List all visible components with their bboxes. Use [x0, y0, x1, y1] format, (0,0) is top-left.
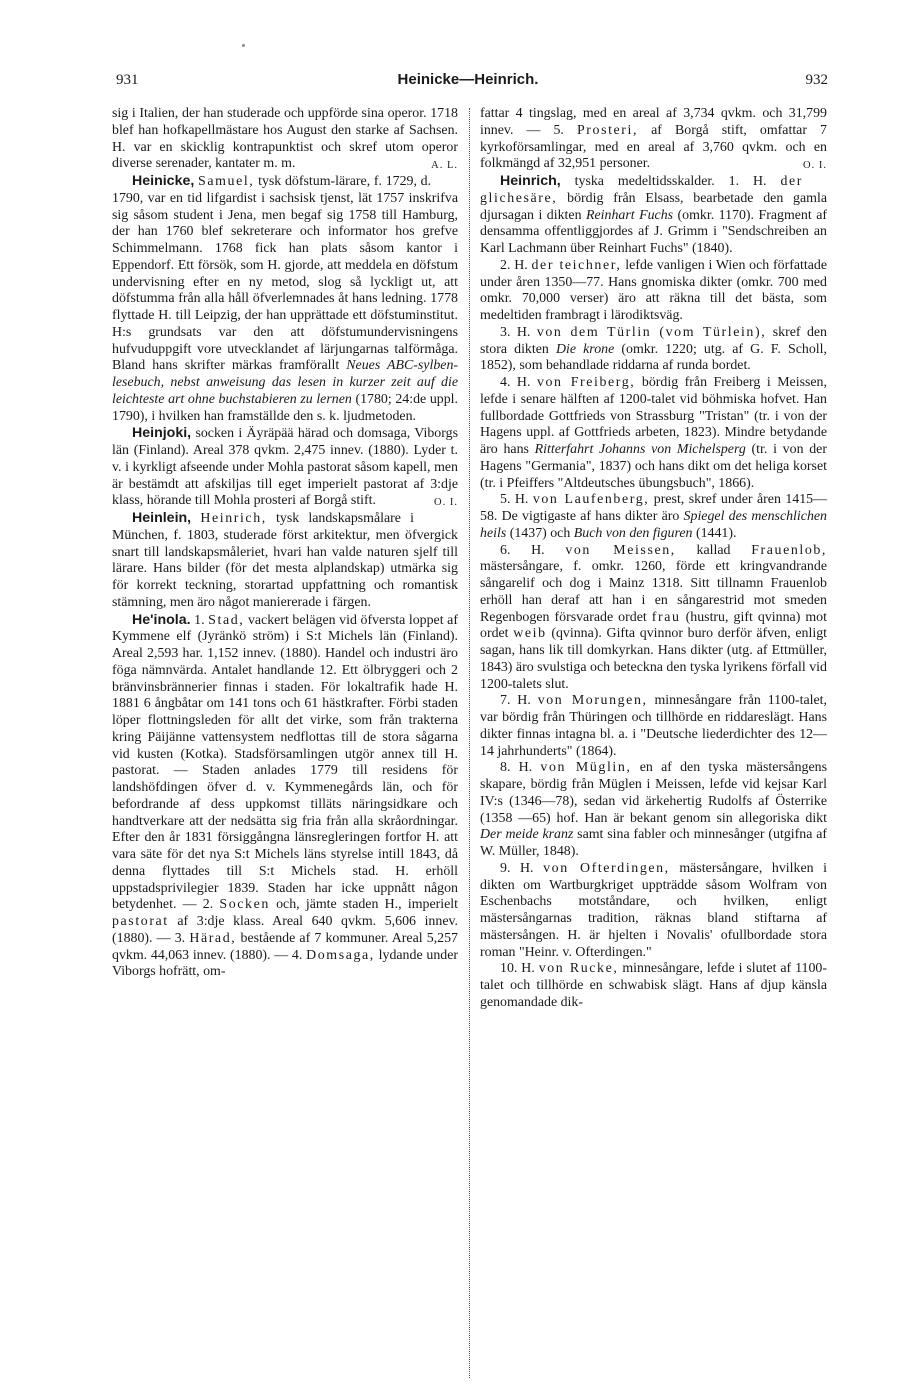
- entry-heinrich-3: 3. H. von dem Türlin (vom Türlein), skref den stora dikten Die krone (omkr. 1220; utg. af G. F. Scholl, 1852), som behandlade riddarna af runda bordet.: [480, 324, 827, 374]
- entry-continuation: sig i Italien, der han studerade och uppförde sina operor. 1718 blef han hofkapellmästare hos August den starke af Sachsen. H. var en skicklig kontrapunktist och skref utom operor diverse serenader, kantater m. m. A. L.: [112, 106, 458, 173]
- headword: Heinicke,: [132, 173, 195, 189]
- entry-heinicke: Heinicke, Samuel, tysk döfstum-lärare, f. 1729, d. 1790, var en tid lifgardist i sachsisk tjenst, lät 1757 inskrifva sig såsom student i Jena, men begaf sig 1758 till Hamburg, der han 1760 blef sekreterare och informator hos grefve Schimmelmann. 1768 fick han plats såsom kantor i Eppendorf. Ett försök, som H. gjorde, att meddela en döfstum undervisning efter en ny metod, slog så lyckligt ut, att döfstumma från alla håll öfverlemnades åt hans ledning. 1778 flyttade H. till Leipzig, der han upprättade ett döfstuminstitut. H:s grundsats var den att döfstumundervisningens hufvuduppgift vore utvecklandet af lärjungarnas talförmåga. Bland hans skrifter märkas framförallt Neues ABC-sylben-lesebuch, nebst anweisung das lesen in kurzer zeit auf die leichteste art ohne buchstabieren zu lernen (1780; 24:de uppl. 1790), i hvilken han framställde den s. k. ljudmetoden.: [112, 173, 459, 424]
- page-header: [108, 72, 828, 96]
- entry-heinrich-2: 2. H. der teichner, lefde vanligen i Wien och författade under åren 1350—77. Hans gnomiska dikter (omkr. 700 med omkr. 70,000 verser) äro att räkna till det bästa, som medeltiden frambragt i lärodiktsväg.: [480, 257, 828, 323]
- entry-heinjoki: Heinjoki, socken i Äyräpää härad och domsaga, Viborgs län (Finland). Areal 378 qvkm. 2,475 innev. (1880). Lyder t. v. i kyrkligt afseende under Mohla pastorat såsom kapell, men är bestämdt att afskiljas till eget imperielt pastorat af 3:dje klass, hörande till Mohla prosteri af Borgå stift. O. I.: [112, 425, 458, 510]
- entry-heinola: He'inola. 1. Stad, vackert belägen vid öfversta loppet af Kymmene elf (Jyränkö ström) i S:t Michels län (Finland). Areal 2,593 har. 1,152 innev. (1880). Handel och industri äro föga nämnvärda. Antalet handlande 12. Ett ölbryggeri och 2 bränvinsbrännerier finnas i staden. För lokaltrafik hade H. 1881 6 ångbåtar om 141 tons och 61 hästkrafter. Förbi staden löper flottningsleden för allt det virke, som från trakterna kring Päijänne vattensystem nedflottas till de stora sågarna vid kusten (Kotka). Stadsförsamlingen utgör annex till H. pastorat. — Staden anlades 1779 till residens för landshöfdingen öfver d. v. Kymmenegårds län, och för befordrande af dess uppkomst tilläts näringsidkare och handtverkare att der nedsätta sig fria från alla skråordningar. Efter den år 1831 försiggångna länsregleringen fortfor H. att vara säte för det nya S:t Michels läns styrelse intill 1843, då denna flyttades till S:t Michels stad. H. erhöll uppstadsprivilegier 1839. Staden har icke uppnått någon betydenhet. — 2. Socken och, jämte staden H., imperielt pastorat af 3:dje klass. Areal 640 qvkm. 5,606 innev. (1880). — 3. Härad, bestående af 7 kommuner. Areal 5,257 qvkm. 44,063 innev. (1880). — 4. Domsaga, lydande under Viborgs hofrätt, om-: [112, 611, 459, 980]
- entry-heinlein: Heinlein, Heinrich, tysk landskapsmålare i München, f. 1803, studerade först arkitektur, men öfvergick snart till landskapsmåleriet, hvari han valde naturen sjelf till lärare. Hans bilder (för det mesta alplandskap) utmärka sig för korrekt teckning, storartad uppfattning och romantisk stämning, men äro något maniererade i färgen.: [112, 510, 458, 610]
- entry-heinrich-7: 7. H. von Morungen, minnesångare från 1100-talet, var bördig från Thüringen och tillhörde en riddareslägt. Hans dikter finnas intagna bl. a. i "Deutsche liederdichter des 12—14 jahrhunderts" (1864).: [480, 693, 827, 759]
- headword: Heinlein,: [132, 510, 192, 526]
- left-column: [112, 106, 458, 981]
- headword: Heinjoki,: [132, 425, 192, 442]
- work-title: Buch von den figuren: [573, 525, 693, 541]
- author-signature: O. I.: [434, 497, 458, 509]
- work-title: Die krone: [555, 341, 615, 357]
- work-title: Spiegel des menschlichen heils: [480, 509, 827, 541]
- entry-continuation: fattar 4 tingslag, med en areal af 3,734 qvkm. och 31,799 innev. — 5. Prosteri, af Borgå stift, omfattar 7 kyrkoförsamlingar, med en areal af 3,760 qvkm. och en folkmängd af 32,951 personer. O. I.: [480, 106, 827, 173]
- page-number-left: 931: [116, 72, 139, 88]
- entry-heinrich-4: 4. H. von Freiberg, bördig från Freiberg i Meissen, lefde i senare hälften af 1200-talet vid böhmiska hofvet. Han fullbordade Gottfrieds von Strassburg "Tristan" (tr. i von der Hagens uppl. af Gottfrieds arbeten, 1823). Mindre betydande äro hans Ritterfahrt Johanns von Michelsperg (tr. i von der Hagens "Germania", 1837) och hans dikt om det heliga korset (tr. i Pfeiffers "Altdeutsches übungsbuch", 1866).: [480, 375, 827, 491]
- entry-heinrich-9: 9. H. von Ofterdingen, mästersångare, hvilken i dikten om Wartburgkriget uppträdde såsom Wolfram von Eschenbachs motståndare, och hvilken, enligt mästersångarnas tradition, räknas bland stiftarna af mästersången. H. är hjelten i Novalis' ofullbordade stora roman "Heinr. v. Ofterdingen.": [480, 860, 828, 960]
- column-divider: [469, 108, 470, 1378]
- page-number-right: 932: [805, 72, 828, 88]
- work-title: Ritterfahrt Johanns von Michelsperg: [534, 442, 746, 457]
- work-title: Der meide kranz: [480, 827, 574, 843]
- entry-heinrich-5: 5. H. von Laufenberg, prest, skref under åren 1415—58. De vigtigaste af hans dikter äro Spiegel des menschlichen heils (1437) och Buch von den figuren (1441).: [480, 492, 827, 541]
- paper-speck: [242, 44, 245, 47]
- headword: He'inola.: [132, 611, 191, 628]
- running-title: Heinicke—Heinrich.: [397, 71, 539, 88]
- right-column: [480, 106, 827, 1012]
- author-signature: A. L.: [431, 160, 458, 172]
- entry-heinrich-8: 8. H. von Müglin, en af den tyska mästersångens skapare, bördig från Müglen i Meissen, lefde vid kejsar Karl IV:s (1346—78), sedan vid ärkehertig Rudolfs af Österrike (1358 —65) hof. Han är bekant genom sin allegoriska dikt Der meide kranz samt sina fabler och minnesånger (utgifna af W. Müller, 1848).: [480, 760, 827, 859]
- entry-heinrich-10: 10. H. von Rucke, minnesångare, lefde i slutet af 1100-talet och tillhörde en schwabisk slägt. Hans af djup känsla genomandade dik-: [480, 961, 827, 1010]
- entry-heinrich: Heinrich, tyska medeltidsskalder. 1. H. der glichesäre, bördig från Elsass, bearbetade den gamla djursagan i dikten Reinhart Fuchs (omkr. 1170). Fragment af densamma offentliggjordes af J. Grimm i "Sendschreiben an Karl Lachmann über Reinhart Fuchs" (1840).: [480, 173, 827, 256]
- work-title: Reinhart Fuchs: [586, 207, 674, 223]
- entry-heinrich-6: 6. H. von Meissen, kallad Frauenlob, mästersångare, f. omkr. 1260, förde ett kringvandrande sångarelif och dog i Mainz 1318. Sitt tillnamn Frauenlob erhöll han deraf att han i en sångarestrid mot smeden Regenbogen försvarade ordet frau (hustru, gift qvinna) mot ordet weib (qvinna). Gifta qvinnor buro derför äfven, enligt sagan, hans lik till domkyrkan. Hans dikter (utg. af Ettmüller, 1843) äro svulstiga och beteckna den tyska lyrikens förfall vid 1200-talets slut.: [480, 542, 828, 692]
- author-signature: O. I.: [803, 160, 827, 172]
- work-title: Neues ABC-sylben-lesebuch, nebst anweisung das lesen in kurzer zeit auf die leichteste art ohne buchstabieren zu lernen: [112, 358, 459, 407]
- headword: Heinrich,: [500, 173, 561, 189]
